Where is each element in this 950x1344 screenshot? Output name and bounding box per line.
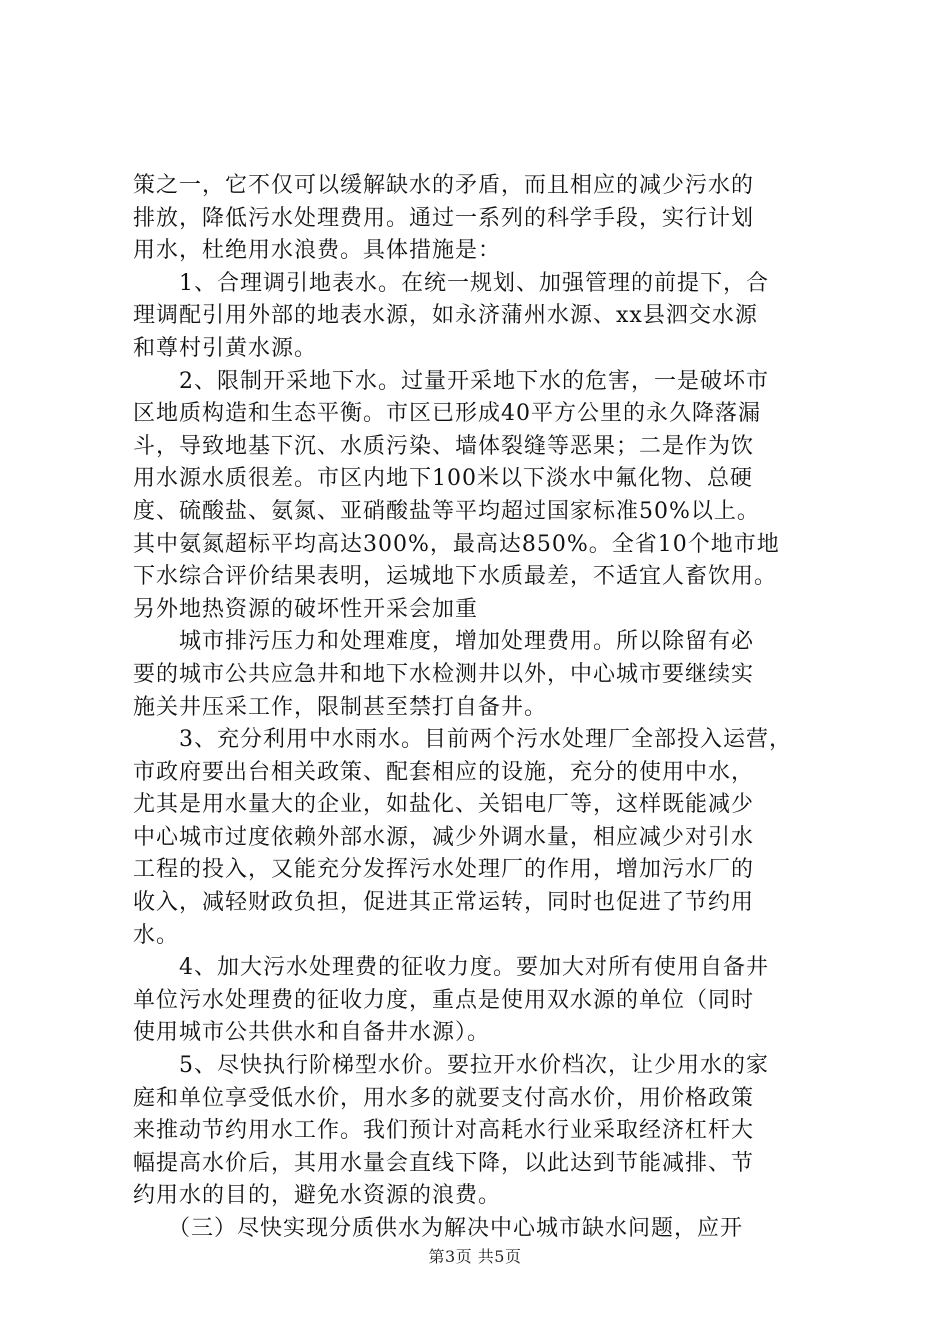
text-line: 下水综合评价结果表明，运城地下水质最差，不适宜人畜饮用。	[133, 564, 778, 590]
text-line: 策之一，它不仅可以缓解缺水的矛盾，而且相应的减少污水的	[133, 173, 755, 198]
text-line: 水。	[133, 922, 180, 948]
text-line: 约用水的目的，避免水资源的浪费。	[133, 1183, 502, 1209]
text-line: 另外地热资源的破坏性开采会加重	[133, 596, 479, 622]
text-line: 城市排污压力和处理难度，增加处理费用。所以除留有必	[133, 629, 755, 655]
text-line: 3、充分利用中水雨水。目前两个污水处理厂全部投入运营，	[133, 727, 792, 753]
text-line: 尤其是用水量大的企业，如盐化、关铝电厂等，这样既能减少	[133, 792, 755, 818]
text-line: 使用城市公共供水和自备井水源）。	[133, 1020, 491, 1046]
text-line: 斗，导致地基下沉、水质污染、墙体裂缝等恶果；二是作为饮	[133, 433, 755, 459]
text-line: 和尊村引黄水源。	[133, 335, 318, 361]
text-line: 收入，减轻财政负担，促进其正常运转，同时也促进了节约用	[133, 890, 755, 916]
text-line: 1、合理调引地表水。在统一规划、加强管理的前提下，合	[133, 270, 769, 296]
text-line: 用水，杜绝用水浪费。具体措施是：	[133, 238, 502, 264]
text-line: 幅提高水价后，其用水量会直线下降，以此达到节能减排、节	[133, 1150, 755, 1176]
text-line: 单位污水处理费的征收力度，重点是使用双水源的单位（同时	[133, 987, 755, 1013]
text-line: 来推动节约用水工作。我们预计对高耗水行业采取经济杠杆大	[133, 1118, 755, 1144]
body-text	[133, 170, 833, 1246]
text-line: 工程的投入，又能充分发挥污水处理厂的作用，增加污水厂的	[133, 857, 755, 883]
text-line: 市政府要出台相关政策、配套相应的设施，充分的使用中水，	[133, 759, 755, 785]
text-line: 中心城市过度依赖外部水源，减少外调水量，相应减少对引水	[133, 824, 755, 850]
text-line: 排放，降低污水处理费用。通过一系列的科学手段，实行计划	[133, 205, 755, 231]
text-line: 5、尽快执行阶梯型水价。要拉开水价档次，让少用水的家	[133, 1053, 769, 1079]
text-line: 理调配引用外部的地表水源，如永济蒲州水源、xx县泗交水源	[133, 303, 758, 329]
text-line: 4、加大污水处理费的征收力度。要加大对所有使用自备井	[133, 955, 769, 981]
text-line: 度、硫酸盐、氨氮、亚硝酸盐等平均超过国家标准50%以上。	[133, 498, 760, 524]
text-line: 庭和单位享受低水价，用水多的就要支付高水价，用价格政策	[133, 1085, 755, 1111]
text-line: 施关井压采工作，限制甚至禁打自备井。	[133, 694, 548, 720]
text-line: 要的城市公共应急井和地下水检测井以外，中心城市要继续实	[133, 661, 755, 687]
text-line: 其中氨氮超标平均高达300%，最高达850%。全省10个地市地	[133, 531, 780, 557]
text-line: 用水源水质很差。市区内地下100米以下淡水中氟化物、总硬	[133, 466, 753, 492]
page-footer: 第3页 共5页	[428, 1247, 522, 1266]
text-line: 2、限制开采地下水。过量开采地下水的危害，一是破坏市	[133, 368, 769, 394]
text-line: 区地质构造和生态平衡。市区已形成40平方公里的永久降落漏	[133, 401, 761, 427]
text-line: （三）尽快实现分质供水为解决中心城市缺水问题，应开	[133, 1216, 744, 1241]
